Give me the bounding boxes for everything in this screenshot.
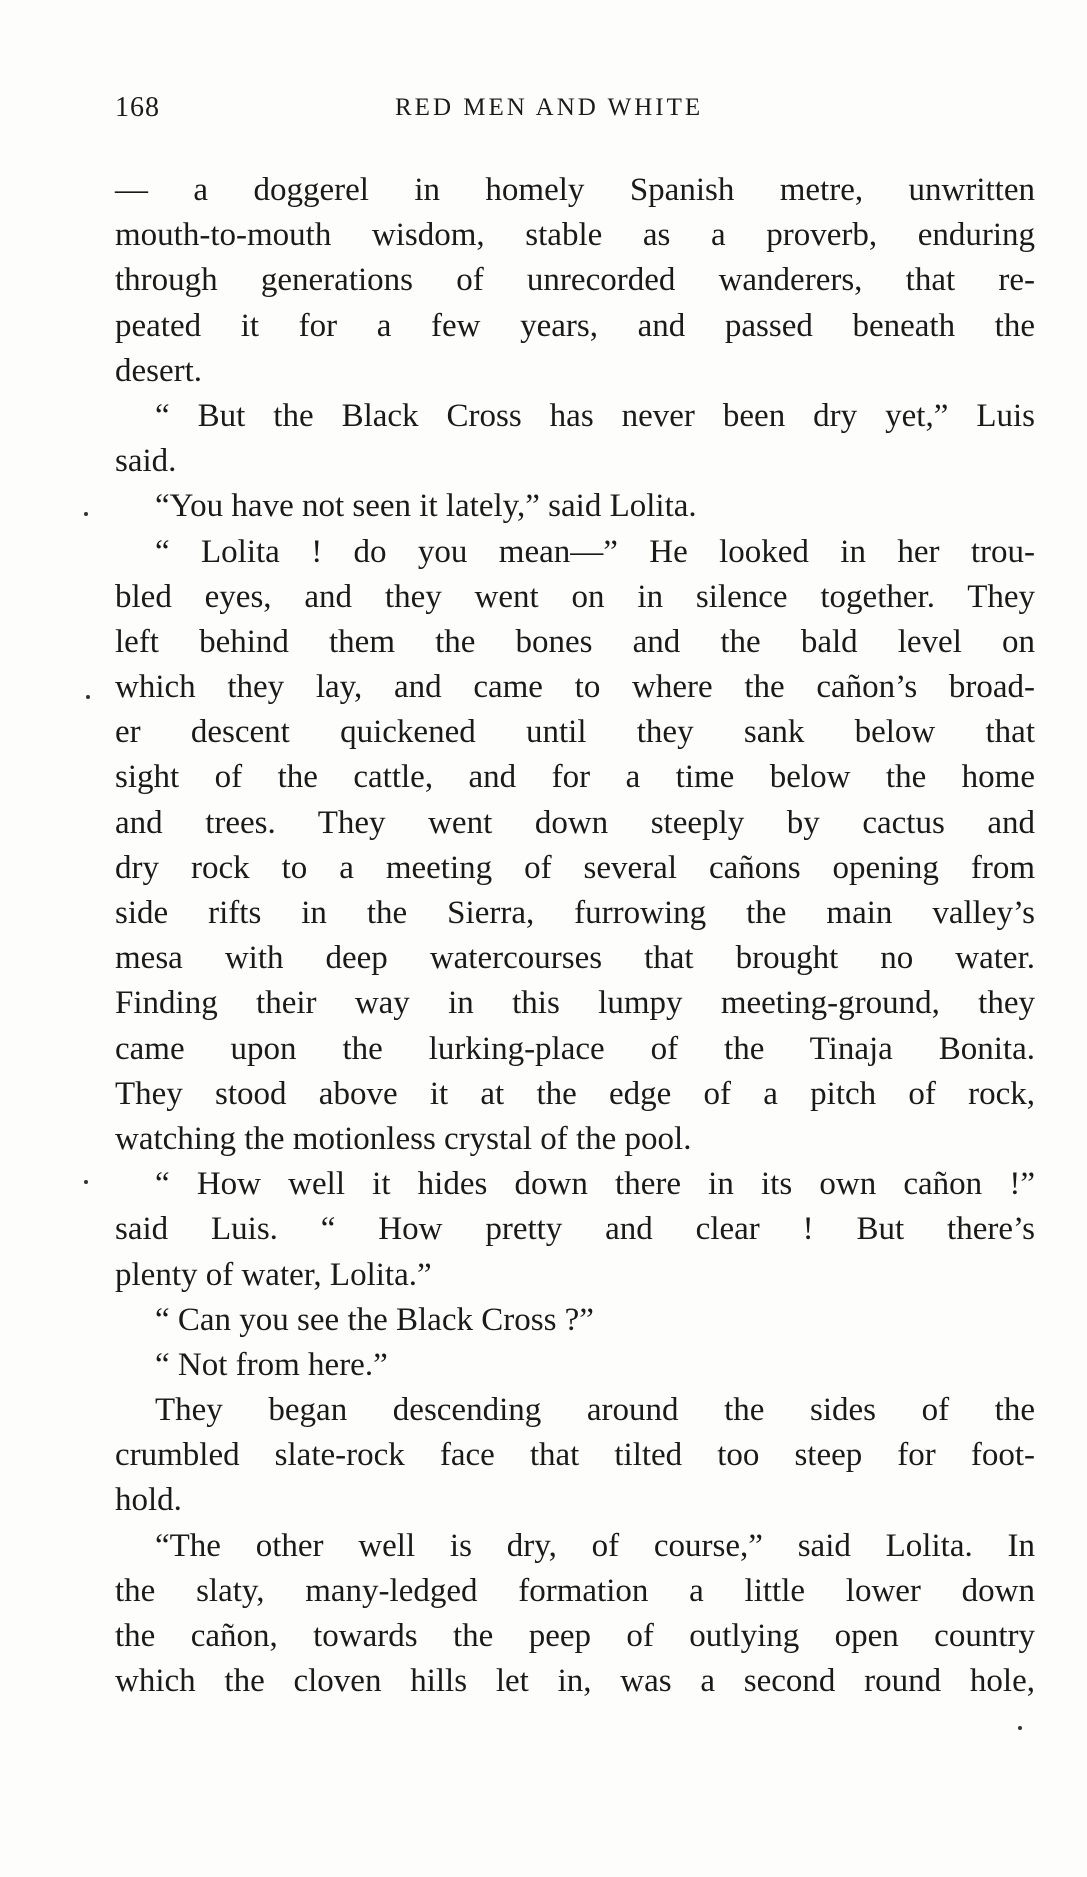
running-head bbox=[115, 92, 1033, 128]
text-line: mouth-to-mouth wisdom, stable as a proverb, enduring bbox=[115, 217, 1035, 254]
text-line: came upon the lurking-place of the Tinaja Bonita. bbox=[115, 1030, 1035, 1067]
text-line: watching the motionless crystal of the pool. bbox=[115, 1120, 692, 1157]
text-line: mesa with deep watercourses that brought no water. bbox=[115, 940, 1035, 977]
text-line: “ How well it hides down there in its own cañon !” bbox=[155, 1166, 1035, 1203]
text-line: and trees. They went down steeply by cactus and bbox=[115, 804, 1035, 841]
text-line: left behind them the bones and the bald level on bbox=[115, 623, 1035, 660]
text-line: sight of the cattle, and for a time below the home bbox=[115, 759, 1035, 796]
text-line: They stood above it at the edge of a pitch of rock, bbox=[115, 1075, 1035, 1112]
text-line: “ Lolita ! do you mean—” He looked in her trou- bbox=[155, 533, 1035, 570]
text-line: which the cloven hills let in, was a second round hole, bbox=[115, 1663, 1035, 1700]
margin-speck bbox=[1018, 1726, 1022, 1730]
text-line: dry rock to a meeting of several cañons opening from bbox=[115, 849, 1035, 886]
text-line: “The other well is dry, of course,” said Lolita. In bbox=[155, 1527, 1035, 1564]
body-text bbox=[115, 168, 1035, 1704]
text-line: which they lay, and came to where the cañon’s broad- bbox=[115, 669, 1035, 706]
text-line: They began descending around the sides of the bbox=[155, 1392, 1035, 1429]
text-line: “You have not seen it lately,” said Lolita. bbox=[155, 488, 697, 525]
margin-speck bbox=[84, 512, 88, 516]
text-line: hold. bbox=[115, 1482, 182, 1519]
text-line: “ Not from here.” bbox=[155, 1346, 388, 1383]
text-line: Finding their way in this lumpy meeting-ground, they bbox=[115, 985, 1035, 1022]
text-line: said Luis. “ How pretty and clear ! But there’s bbox=[115, 1211, 1035, 1248]
text-line: peated it for a few years, and passed beneath the bbox=[115, 307, 1035, 344]
text-line: “ Can you see the Black Cross ?” bbox=[155, 1301, 594, 1338]
text-line: the slaty, many-ledged formation a little lower down bbox=[115, 1572, 1035, 1609]
text-line: side rifts in the Sierra, furrowing the main valley’s bbox=[115, 895, 1035, 931]
margin-speck bbox=[86, 695, 90, 699]
running-title: RED MEN AND WHITE bbox=[395, 94, 704, 121]
text-line: bled eyes, and they went on in silence together. They bbox=[115, 578, 1035, 615]
margin-speck bbox=[84, 1180, 88, 1184]
text-line: the cañon, towards the peep of outlying open country bbox=[115, 1618, 1035, 1654]
text-line: said. bbox=[115, 443, 177, 480]
text-line: plenty of water, Lolita.” bbox=[115, 1256, 432, 1293]
text-line: through generations of unrecorded wanderers, that re- bbox=[115, 262, 1035, 299]
text-line: desert. bbox=[115, 352, 203, 389]
text-line: — a doggerel in homely Spanish metre, unwritten bbox=[115, 172, 1035, 208]
text-line: crumbled slate-rock face that tilted too steep for foot- bbox=[115, 1437, 1035, 1474]
text-line: er descent quickened until they sank below that bbox=[115, 714, 1035, 751]
text-line: “ But the Black Cross has never been dry yet,” Luis bbox=[155, 397, 1035, 434]
page-number: 168 bbox=[115, 92, 160, 123]
